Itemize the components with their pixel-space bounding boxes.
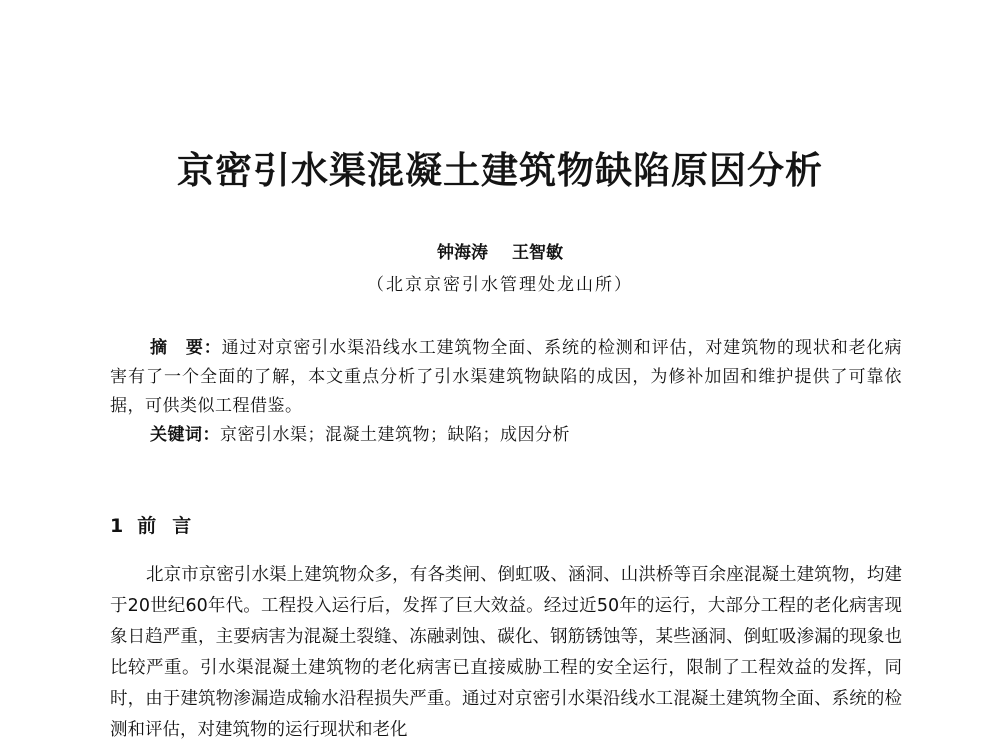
abstract-text: 通过对京密引水渠沿线水工建筑物全面、系统的检测和评估，对建筑物的现状和老化病害有了一个全面的了解，本文重点分析了引水渠建筑物缺陷的成因，为修补加固和维护提供了可靠依据，可供类似工程借鉴。 (110, 338, 903, 416)
section-heading (110, 511, 191, 538)
authors: 钟海涛 王智敏 (437, 243, 563, 263)
section-heading-char-2: 言 (172, 515, 192, 537)
section-number: 1 (110, 515, 124, 537)
keywords-text: 京密引水渠；混凝土建筑物；缺陷；成因分析 (220, 425, 570, 445)
body-paragraph: 北京市京密引水渠上建筑物众多，有各类闸、倒虹吸、涵洞、山洪桥等百余座混凝土建筑物，均建于20世纪60年代。工程投入运行后，发挥了巨大效益。经过近50年的运行，大部分工程的老化病害现象日趋严重，主要病害为混凝土裂缝、冻融剥蚀、碳化、钢筋锈蚀等，某些涵洞、倒虹吸渗漏的现象也比较严重。引水渠混凝土建筑物的老化病害已直接威胁工程的安全运行，限制了工程效益的发挥，同时，由于建筑物渗漏造成输水沿程损失严重。通过对京密引水渠沿线水工混凝土建筑物全面、系统的检测和评估，对建筑物的运行现状和老化 (110, 565, 902, 740)
section-heading-char-1: 前 (137, 515, 157, 537)
abstract-paragraph (110, 334, 902, 421)
keywords-paragraph (110, 421, 902, 450)
abstract-label: 摘 要： (150, 338, 222, 358)
keywords-label: 关键词： (150, 425, 220, 445)
affiliation: （北京京密引水管理处龙山所） (367, 275, 633, 295)
paper-title: 京密引水渠混凝土建筑物缺陷原因分析 (177, 149, 823, 192)
abstract-block (110, 334, 902, 450)
section-body (110, 560, 902, 746)
